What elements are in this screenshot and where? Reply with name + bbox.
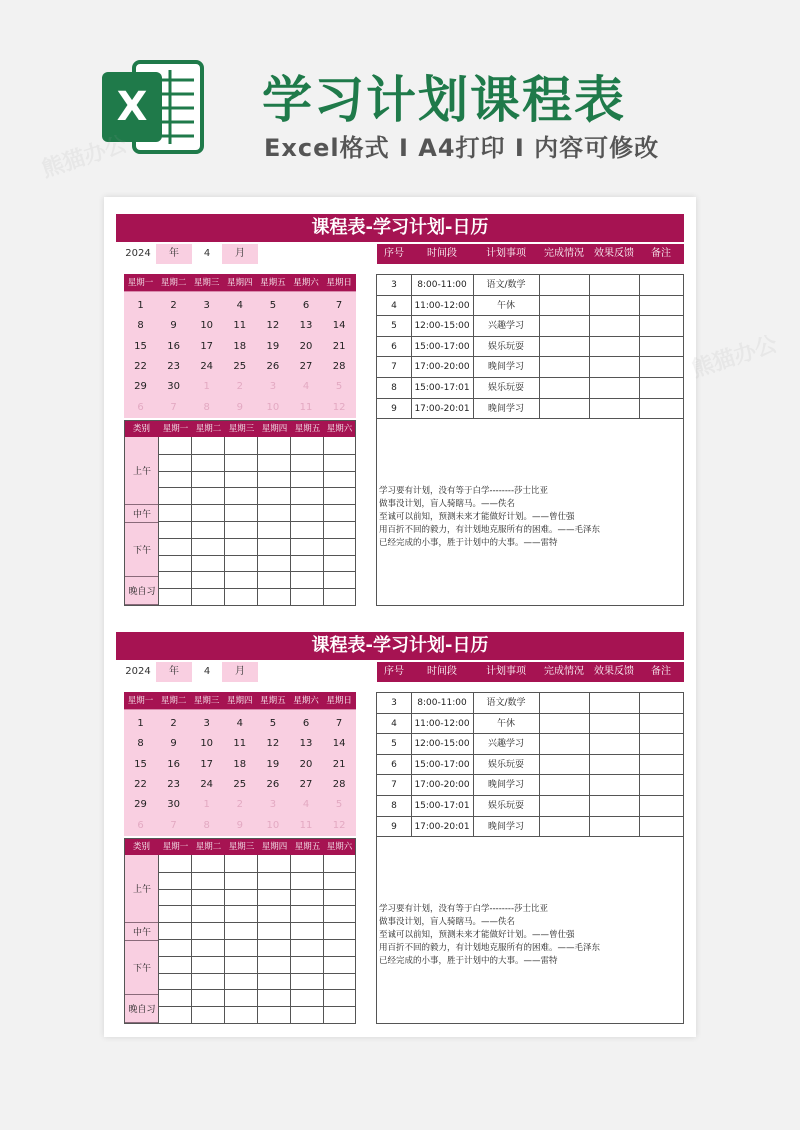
calendar-day[interactable]: 9 xyxy=(236,819,243,831)
plan-header xyxy=(377,244,684,264)
grid-line xyxy=(159,454,355,455)
calendar-day[interactable]: 21 xyxy=(332,758,346,770)
schedule-header-cell: 星期四 xyxy=(261,842,288,852)
plan-no: 4 xyxy=(391,718,397,729)
plan-row[interactable] xyxy=(377,755,683,776)
weekly-schedule xyxy=(124,838,356,1024)
plan-header-cell: 效果反馈 xyxy=(594,666,634,677)
grid-line xyxy=(159,989,355,990)
plan-no: 9 xyxy=(391,403,397,414)
month-value: 4 xyxy=(192,662,222,682)
plan-item: 娱乐玩耍 xyxy=(487,801,524,811)
calendar-day[interactable]: 12 xyxy=(266,738,280,750)
calendar-day[interactable]: 16 xyxy=(167,340,180,352)
weekday-label: 星期五 xyxy=(260,278,286,288)
grid-line xyxy=(159,905,355,906)
calendar-day[interactable]: 7 xyxy=(335,718,343,729)
plan-time: 17:00-20:00 xyxy=(414,362,470,373)
plan-time: 11:00-12:00 xyxy=(414,300,470,311)
weekday-label: 星期一 xyxy=(127,278,154,288)
plan-row[interactable] xyxy=(377,337,683,358)
calendar-day[interactable]: 4 xyxy=(302,799,310,811)
grid-line xyxy=(159,872,355,873)
calendar-day[interactable]: 28 xyxy=(332,778,346,790)
quote-line: 学习要有计划，没有等于白学--------莎士比亚 xyxy=(379,904,549,914)
grid-line xyxy=(159,956,355,957)
excel-logo-icon xyxy=(100,56,206,158)
calendar-day[interactable]: 9 xyxy=(170,320,177,332)
plan-row[interactable] xyxy=(377,399,683,420)
page-subtitle: Excel格式 I A4打印 I 内容可修改 xyxy=(264,134,660,162)
calendar-day[interactable]: 24 xyxy=(200,360,214,372)
plan-item: 语文/数学 xyxy=(486,280,526,290)
plan-time: 17:00-20:01 xyxy=(414,403,470,414)
svg-text:X: X xyxy=(116,84,148,130)
calendar-day[interactable]: 3 xyxy=(269,381,277,393)
grid-line xyxy=(159,521,355,522)
schedule-header xyxy=(125,839,355,855)
calendar-day[interactable]: 11 xyxy=(299,819,313,831)
calendar-day[interactable]: 10 xyxy=(200,320,214,332)
calendar-day[interactable]: 2 xyxy=(236,381,243,393)
calendar-day[interactable]: 1 xyxy=(137,718,144,729)
plan-row[interactable] xyxy=(377,296,683,317)
weekday-label: 星期三 xyxy=(193,696,220,706)
quote-line: 至诚可以前知，预测未来才能做好计划。——曾仕强 xyxy=(379,930,575,940)
calendar-day[interactable]: 4 xyxy=(236,718,243,729)
quote-line: 用百折不回的毅力，有计划地克服所有的困难。——毛泽东 xyxy=(379,525,601,535)
schedule-header-cell: 星期二 xyxy=(195,424,222,434)
schedule-header-cell: 星期二 xyxy=(195,842,222,852)
schedule-header-cell: 类别 xyxy=(132,842,150,852)
period-label: 晚自习 xyxy=(125,995,159,1023)
grid-line xyxy=(159,471,355,472)
plan-time: 17:00-20:00 xyxy=(414,780,470,791)
calendar-day[interactable]: 15 xyxy=(134,758,147,770)
plan-row[interactable] xyxy=(377,734,683,755)
schedule-header-cell: 星期六 xyxy=(326,424,353,434)
calendar-day[interactable]: 29 xyxy=(134,799,147,811)
period-label: 下午 xyxy=(125,523,159,577)
month-calendar xyxy=(124,274,356,418)
plan-time: 17:00-20:01 xyxy=(414,821,470,832)
plan-no: 6 xyxy=(391,341,397,352)
plan-time: 15:00-17:01 xyxy=(414,801,470,811)
plan-header-cell: 效果反馈 xyxy=(594,248,634,259)
weekday-label: 星期五 xyxy=(260,696,286,706)
calendar-day[interactable]: 11 xyxy=(299,401,313,413)
schedule-header-cell: 类别 xyxy=(132,424,150,434)
period-label: 晚自习 xyxy=(125,577,159,605)
calendar-day[interactable]: 3 xyxy=(269,799,277,811)
weekly-schedule xyxy=(124,420,356,606)
calendar-day[interactable]: 2 xyxy=(170,718,177,729)
watermark: 熊猫办公 xyxy=(38,131,131,183)
weekday-label: 星期六 xyxy=(293,278,319,288)
plan-item: 晚间学习 xyxy=(487,780,524,791)
weekday-label: 星期二 xyxy=(160,696,187,706)
calendar-day[interactable]: 10 xyxy=(200,738,214,750)
plan-item: 晚间学习 xyxy=(487,821,524,832)
month-value: 4 xyxy=(192,244,222,264)
month-calendar xyxy=(124,692,356,836)
calendar-day[interactable]: 13 xyxy=(299,320,313,332)
schedule-header-cell: 星期一 xyxy=(162,424,189,434)
plan-item: 晚间学习 xyxy=(487,403,524,414)
calendar-day[interactable]: 13 xyxy=(299,738,313,750)
calendar-day[interactable]: 9 xyxy=(170,738,177,750)
calendar-day[interactable]: 12 xyxy=(332,401,346,413)
calendar-day[interactable]: 27 xyxy=(299,778,313,790)
year-value: 2024 xyxy=(120,244,156,264)
calendar-day[interactable]: 17 xyxy=(200,758,214,770)
calendar-header xyxy=(124,692,356,710)
plan-item: 娱乐玩耍 xyxy=(487,341,524,352)
calendar-day[interactable]: 7 xyxy=(170,401,177,413)
quote-line: 用百折不回的毅力，有计划地克服所有的困难。——毛泽东 xyxy=(379,943,601,953)
month-label: 月 xyxy=(222,662,258,682)
calendar-day[interactable]: 8 xyxy=(203,401,210,413)
plan-no: 8 xyxy=(391,383,397,393)
calendar-day[interactable]: 6 xyxy=(302,300,310,311)
calendar-day[interactable]: 14 xyxy=(332,738,346,750)
plan-time: 8:00-11:00 xyxy=(417,698,467,708)
calendar-day[interactable]: 5 xyxy=(335,381,343,393)
calendar-day[interactable]: 28 xyxy=(332,360,346,372)
period-label: 中午 xyxy=(125,505,159,523)
calendar-day[interactable]: 4 xyxy=(236,300,243,311)
period-label: 上午 xyxy=(125,855,159,923)
grid-line xyxy=(159,538,355,539)
weekday-label: 星期日 xyxy=(326,696,352,706)
calendar-day[interactable]: 27 xyxy=(299,360,313,372)
grid-line xyxy=(159,939,355,940)
calendar-day[interactable]: 18 xyxy=(233,340,247,352)
period-label: 下午 xyxy=(125,941,159,995)
weekday-label: 星期三 xyxy=(193,278,220,288)
plan-header-cell: 完成情况 xyxy=(544,248,584,259)
year-label: 年 xyxy=(156,244,192,264)
plan-item: 娱乐玩耍 xyxy=(487,383,524,393)
calendar-day[interactable]: 1 xyxy=(203,381,210,393)
year-label: 年 xyxy=(156,662,192,682)
calendar-day[interactable]: 19 xyxy=(266,340,280,352)
grid-line xyxy=(159,973,355,974)
grid-line xyxy=(159,487,355,488)
quote-line: 学习要有计划，没有等于白学--------莎士比亚 xyxy=(379,486,549,496)
calendar-day[interactable]: 23 xyxy=(167,360,180,372)
plan-header-cell: 计划事项 xyxy=(486,666,526,677)
plan-row[interactable] xyxy=(377,796,683,817)
period-label: 上午 xyxy=(125,437,159,505)
grid-line xyxy=(159,922,355,923)
plan-item: 午休 xyxy=(496,718,515,729)
grid-line xyxy=(159,504,355,505)
calendar-day[interactable]: 20 xyxy=(299,340,313,352)
watermark: 熊猫办公 xyxy=(688,331,781,383)
plan-no: 8 xyxy=(391,801,397,811)
plan-no: 9 xyxy=(391,821,397,832)
plan-row[interactable] xyxy=(377,378,683,399)
plan-header-cell: 时间段 xyxy=(427,666,457,677)
plan-time: 15:00-17:01 xyxy=(414,383,470,393)
calendar-day[interactable]: 5 xyxy=(269,718,277,729)
plan-table xyxy=(376,274,684,606)
calendar-day[interactable]: 8 xyxy=(137,738,144,750)
period-label: 中午 xyxy=(125,923,159,941)
calendar-day[interactable]: 15 xyxy=(134,340,147,352)
calendar-day[interactable]: 25 xyxy=(233,778,247,790)
calendar-day[interactable]: 26 xyxy=(266,360,280,372)
plan-time: 11:00-12:00 xyxy=(414,718,470,729)
plan-row[interactable] xyxy=(377,775,683,796)
plan-time: 8:00-11:00 xyxy=(417,280,467,290)
plan-item: 兴趣学习 xyxy=(487,321,524,332)
calendar-day[interactable]: 11 xyxy=(233,738,247,750)
calendar-header xyxy=(124,274,356,292)
calendar-day[interactable]: 5 xyxy=(269,300,277,311)
calendar-day[interactable]: 22 xyxy=(134,778,147,790)
plan-time: 12:00-15:00 xyxy=(414,739,470,750)
plan-no: 3 xyxy=(391,280,397,290)
plan-header-cell: 备注 xyxy=(651,248,671,259)
calendar-day[interactable]: 21 xyxy=(332,340,346,352)
year-value: 2024 xyxy=(120,662,156,682)
plan-row[interactable] xyxy=(377,357,683,378)
schedule-header-cell: 星期五 xyxy=(294,424,321,434)
plan-header-cell: 时间段 xyxy=(427,248,457,259)
quote-line: 已经完成的小事，胜于计划中的大事。——雷特 xyxy=(379,538,558,548)
calendar-day[interactable]: 18 xyxy=(233,758,247,770)
plan-header xyxy=(377,662,684,682)
plan-time: 12:00-15:00 xyxy=(414,321,470,332)
weekday-label: 星期一 xyxy=(127,696,154,706)
weekday-label: 星期日 xyxy=(326,278,352,288)
plan-item: 兴趣学习 xyxy=(487,739,524,750)
calendar-day[interactable]: 16 xyxy=(167,758,180,770)
calendar-day[interactable]: 8 xyxy=(137,320,144,332)
plan-header-cell: 计划事项 xyxy=(486,248,526,259)
page-title: 学习计划课程表 xyxy=(262,71,626,129)
calendar-day[interactable]: 3 xyxy=(203,300,210,311)
quote-line: 做事没计划，盲人骑瞎马。——佚名 xyxy=(379,499,516,509)
calendar-day[interactable]: 1 xyxy=(203,799,210,811)
grid-line xyxy=(159,571,355,572)
schedule-header xyxy=(125,421,355,437)
quote-line: 至诚可以前知，预测未来才能做好计划。——曾仕强 xyxy=(379,512,575,522)
plan-row[interactable] xyxy=(377,714,683,735)
schedule-header-cell: 星期三 xyxy=(228,424,255,434)
quote-line: 已经完成的小事，胜于计划中的大事。——雷特 xyxy=(379,956,558,966)
schedule-sheet xyxy=(116,632,684,1028)
plan-table xyxy=(376,692,684,1024)
grid-line xyxy=(159,1006,355,1007)
calendar-day[interactable]: 29 xyxy=(134,381,147,393)
schedule-header-cell: 星期一 xyxy=(162,842,189,852)
calendar-day[interactable]: 5 xyxy=(335,799,343,811)
plan-no: 3 xyxy=(391,698,397,708)
weekday-label: 星期二 xyxy=(160,278,187,288)
plan-header-cell: 备注 xyxy=(651,666,671,677)
calendar-day[interactable]: 6 xyxy=(302,718,310,729)
calendar-day[interactable]: 11 xyxy=(233,320,247,332)
plan-header-cell: 序号 xyxy=(384,248,404,259)
schedule-header-cell: 星期三 xyxy=(228,842,255,852)
calendar-day[interactable]: 23 xyxy=(167,778,180,790)
grid-line xyxy=(159,588,355,589)
sheet-title: 课程表-学习计划-日历 xyxy=(116,632,684,660)
quotes-block xyxy=(379,903,679,968)
plan-header-cell: 完成情况 xyxy=(544,666,584,677)
calendar-day[interactable]: 10 xyxy=(266,819,280,831)
calendar-day[interactable]: 1 xyxy=(137,300,144,311)
plan-no: 5 xyxy=(391,321,397,332)
schedule-header-cell: 星期五 xyxy=(294,842,321,852)
quote-line: 做事没计划，盲人骑瞎马。——佚名 xyxy=(379,917,516,927)
calendar-day[interactable]: 30 xyxy=(167,799,180,811)
plan-no: 5 xyxy=(391,739,397,750)
calendar-day[interactable]: 30 xyxy=(167,381,180,393)
calendar-day[interactable]: 26 xyxy=(266,778,280,790)
calendar-day[interactable]: 12 xyxy=(332,819,346,831)
calendar-day[interactable]: 2 xyxy=(170,300,177,311)
schedule-header-cell: 星期六 xyxy=(326,842,353,852)
plan-no: 7 xyxy=(391,362,397,373)
schedule-sheet xyxy=(116,214,684,610)
calendar-day[interactable]: 3 xyxy=(203,718,210,729)
plan-no: 6 xyxy=(391,759,397,770)
calendar-day[interactable]: 12 xyxy=(266,320,280,332)
calendar-day[interactable]: 10 xyxy=(266,401,280,413)
plan-item: 语文/数学 xyxy=(486,698,526,708)
plan-item: 娱乐玩耍 xyxy=(487,759,524,770)
calendar-day[interactable]: 6 xyxy=(137,819,144,831)
plan-header-cell: 序号 xyxy=(384,666,404,677)
schedule-header-cell: 星期四 xyxy=(261,424,288,434)
calendar-day[interactable]: 25 xyxy=(233,360,247,372)
plan-row[interactable] xyxy=(377,693,683,714)
plan-no: 7 xyxy=(391,780,397,791)
calendar-day[interactable]: 8 xyxy=(203,819,210,831)
calendar-day[interactable]: 20 xyxy=(299,758,313,770)
plan-row[interactable] xyxy=(377,275,683,296)
plan-time: 15:00-17:00 xyxy=(414,341,470,352)
plan-time: 15:00-17:00 xyxy=(414,759,470,770)
calendar-day[interactable]: 6 xyxy=(137,401,144,413)
month-label: 月 xyxy=(222,244,258,264)
calendar-day[interactable]: 9 xyxy=(236,401,243,413)
calendar-day[interactable]: 2 xyxy=(236,799,243,811)
grid-line xyxy=(159,889,355,890)
calendar-day[interactable]: 24 xyxy=(200,778,214,790)
plan-row[interactable] xyxy=(377,817,683,838)
plan-item: 晚间学习 xyxy=(487,362,524,373)
weekday-label: 星期六 xyxy=(293,696,319,706)
calendar-day[interactable]: 14 xyxy=(332,320,346,332)
weekday-label: 星期四 xyxy=(227,696,253,706)
plan-no: 4 xyxy=(391,300,397,311)
calendar-day[interactable]: 4 xyxy=(302,381,310,393)
grid-line xyxy=(159,555,355,556)
plan-item: 午休 xyxy=(496,300,515,311)
weekday-label: 星期四 xyxy=(227,278,253,288)
calendar-day[interactable]: 19 xyxy=(266,758,280,770)
calendar-day[interactable]: 22 xyxy=(134,360,147,372)
sheet-title: 课程表-学习计划-日历 xyxy=(116,214,684,242)
calendar-day[interactable]: 17 xyxy=(200,340,214,352)
quotes-block xyxy=(379,485,679,550)
calendar-day[interactable]: 7 xyxy=(170,819,177,831)
calendar-day[interactable]: 7 xyxy=(335,300,343,311)
plan-row[interactable] xyxy=(377,316,683,337)
